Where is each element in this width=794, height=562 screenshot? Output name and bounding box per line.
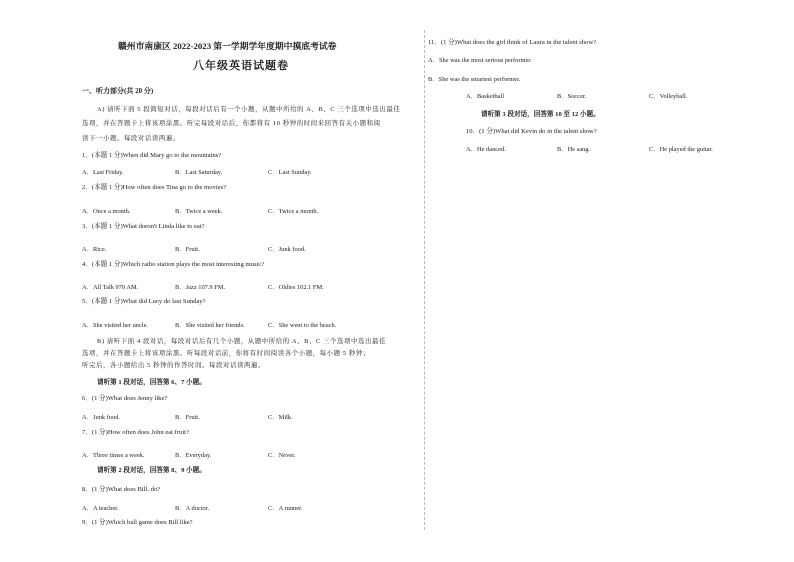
question-2-option-c[interactable]: C．Twice a month.	[268, 208, 319, 215]
question-10-stem: 10．(1 分)What did Kevin do in the talent show?	[466, 128, 597, 135]
dialogue-2-instruction: 请听第 2 段对话，回答第 8、9 小题。	[97, 467, 206, 474]
question-5-stem: 5．(本题 1 分)What did Lucy do last Sunday?	[82, 298, 206, 305]
question-7-option-a[interactable]: A．Three times a week.	[82, 452, 145, 459]
question-5-option-b[interactable]: B．She visited her friends.	[175, 322, 245, 329]
question-8-option-a[interactable]: A．A teacher.	[82, 505, 119, 512]
question-9-option-c[interactable]: C．Volleyball.	[649, 93, 688, 100]
section-heading-listening: 一、听力部分(共 20 分)	[82, 87, 154, 95]
question-6-option-a[interactable]: A．Junk food.	[82, 414, 120, 421]
question-1-option-a[interactable]: A．Last Friday.	[82, 169, 124, 176]
question-2-option-a[interactable]: A．Once a month.	[82, 208, 131, 215]
question-8-option-b[interactable]: B．A doctor.	[175, 505, 210, 512]
question-3-option-c[interactable]: C．Junk food.	[268, 246, 306, 253]
question-8-stem: 8．(1 分)What does Bill. do?	[82, 486, 161, 493]
question-7-option-c[interactable]: C．Never.	[268, 452, 296, 459]
question-9-option-b[interactable]: B．Soccer.	[557, 93, 587, 100]
question-11-option-b[interactable]: B．She was the smartest performer.	[428, 76, 521, 83]
question-1-option-c[interactable]: C．Last Sunday.	[268, 169, 312, 176]
question-3-stem: 3．(本题 1 分)What doesn't Linda like to eat?	[82, 223, 205, 230]
part-b-instruction-line-3: 听完后，各小题给出 5 秒钟的作答时间。每段对话读两遍。	[82, 362, 265, 369]
question-10-option-b[interactable]: B．He sang.	[557, 146, 591, 153]
dialogue-1-instruction: 请听第 1 段对话，回答第 6、7 小题。	[97, 379, 206, 386]
part-b-instruction-line-1: B) 请听下面 4 段对话，每段对话后有几个小题，从题中所给的 A、B、C 三个选项中选出最佳	[97, 338, 386, 345]
question-6-option-b[interactable]: B．Fruit.	[175, 414, 200, 421]
question-2-stem: 2．(本题 1 分)How often does Tina go to the movies?	[82, 184, 227, 191]
part-a-instruction-line-3: 读下一小题。每段对话读两遍。	[82, 135, 180, 142]
question-6-option-c[interactable]: C．Milk.	[268, 414, 293, 421]
part-a-instruction-line-2: 选项，并在答题卡上将该项涂黑。听完每段对话后，你都将有 10 秒钟的时间来回答有关小题和阅	[82, 120, 381, 127]
question-11-option-a[interactable]: A．She was the most serious performer.	[428, 57, 532, 64]
question-4-option-a[interactable]: A．All Talk 970 AM.	[82, 284, 139, 291]
column-divider	[424, 30, 425, 530]
dialogue-3-instruction: 请听第 3 段对话，回答第 10 至 12 小题。	[481, 111, 600, 118]
question-8-option-c[interactable]: C．A runner.	[268, 505, 303, 512]
question-7-stem: 7．(1 分)How often does John eat fruit?	[82, 429, 189, 436]
exam-subtitle: 八年级英语试题卷	[193, 60, 289, 72]
question-4-stem: 4．(本题 1 分)Which radio station plays the most interesting music?	[82, 261, 265, 268]
question-6-stem: 6．(1 分)What does Jenny like?	[82, 395, 168, 402]
question-10-option-c[interactable]: C．He played the guitar.	[649, 146, 713, 153]
question-5-option-a[interactable]: A．She visited her uncle.	[82, 322, 149, 329]
part-a-instruction-line-1: A) 请听下面 5 段简短对话，每段对话后有一个小题，从题中所给的 A、B、C 三个选项中选出最佳	[97, 106, 401, 113]
question-1-stem: 1．(本题 1 分)When did Mary go to the mountains?	[82, 152, 222, 159]
question-4-option-c[interactable]: C．Oldies 102.1 FM.	[268, 284, 324, 291]
question-3-option-b[interactable]: B．Fruit.	[175, 246, 200, 253]
question-5-option-c[interactable]: C．She went to the beach.	[268, 322, 337, 329]
question-9-option-a[interactable]: A．Basketball	[466, 93, 504, 100]
question-1-option-b[interactable]: B．Last Saturday.	[175, 169, 223, 176]
question-9-stem: 9．(1 分)Which ball game does Bill like?	[82, 519, 193, 526]
question-4-option-b[interactable]: B．Jazz 107.9 FM.	[175, 284, 226, 291]
part-b-instruction-line-2: 选项，并在答题卡上将该项涂黑。听每段对话前，你将有时间阅读各个小题，每小题 5 秒钟；	[82, 350, 370, 357]
question-11-stem: 11．(1 分)What does the girl think of Laura in the talent show?	[428, 39, 597, 46]
question-10-option-a[interactable]: A．He danced.	[466, 146, 506, 153]
question-2-option-b[interactable]: B．Twice a week.	[175, 208, 223, 215]
exam-title: 赣州市南康区 2022-2023 第一学期学年度期中摸底考试卷	[118, 41, 337, 51]
question-7-option-b[interactable]: B．Everyday.	[175, 452, 212, 459]
question-3-option-a[interactable]: A．Rice.	[82, 246, 107, 253]
